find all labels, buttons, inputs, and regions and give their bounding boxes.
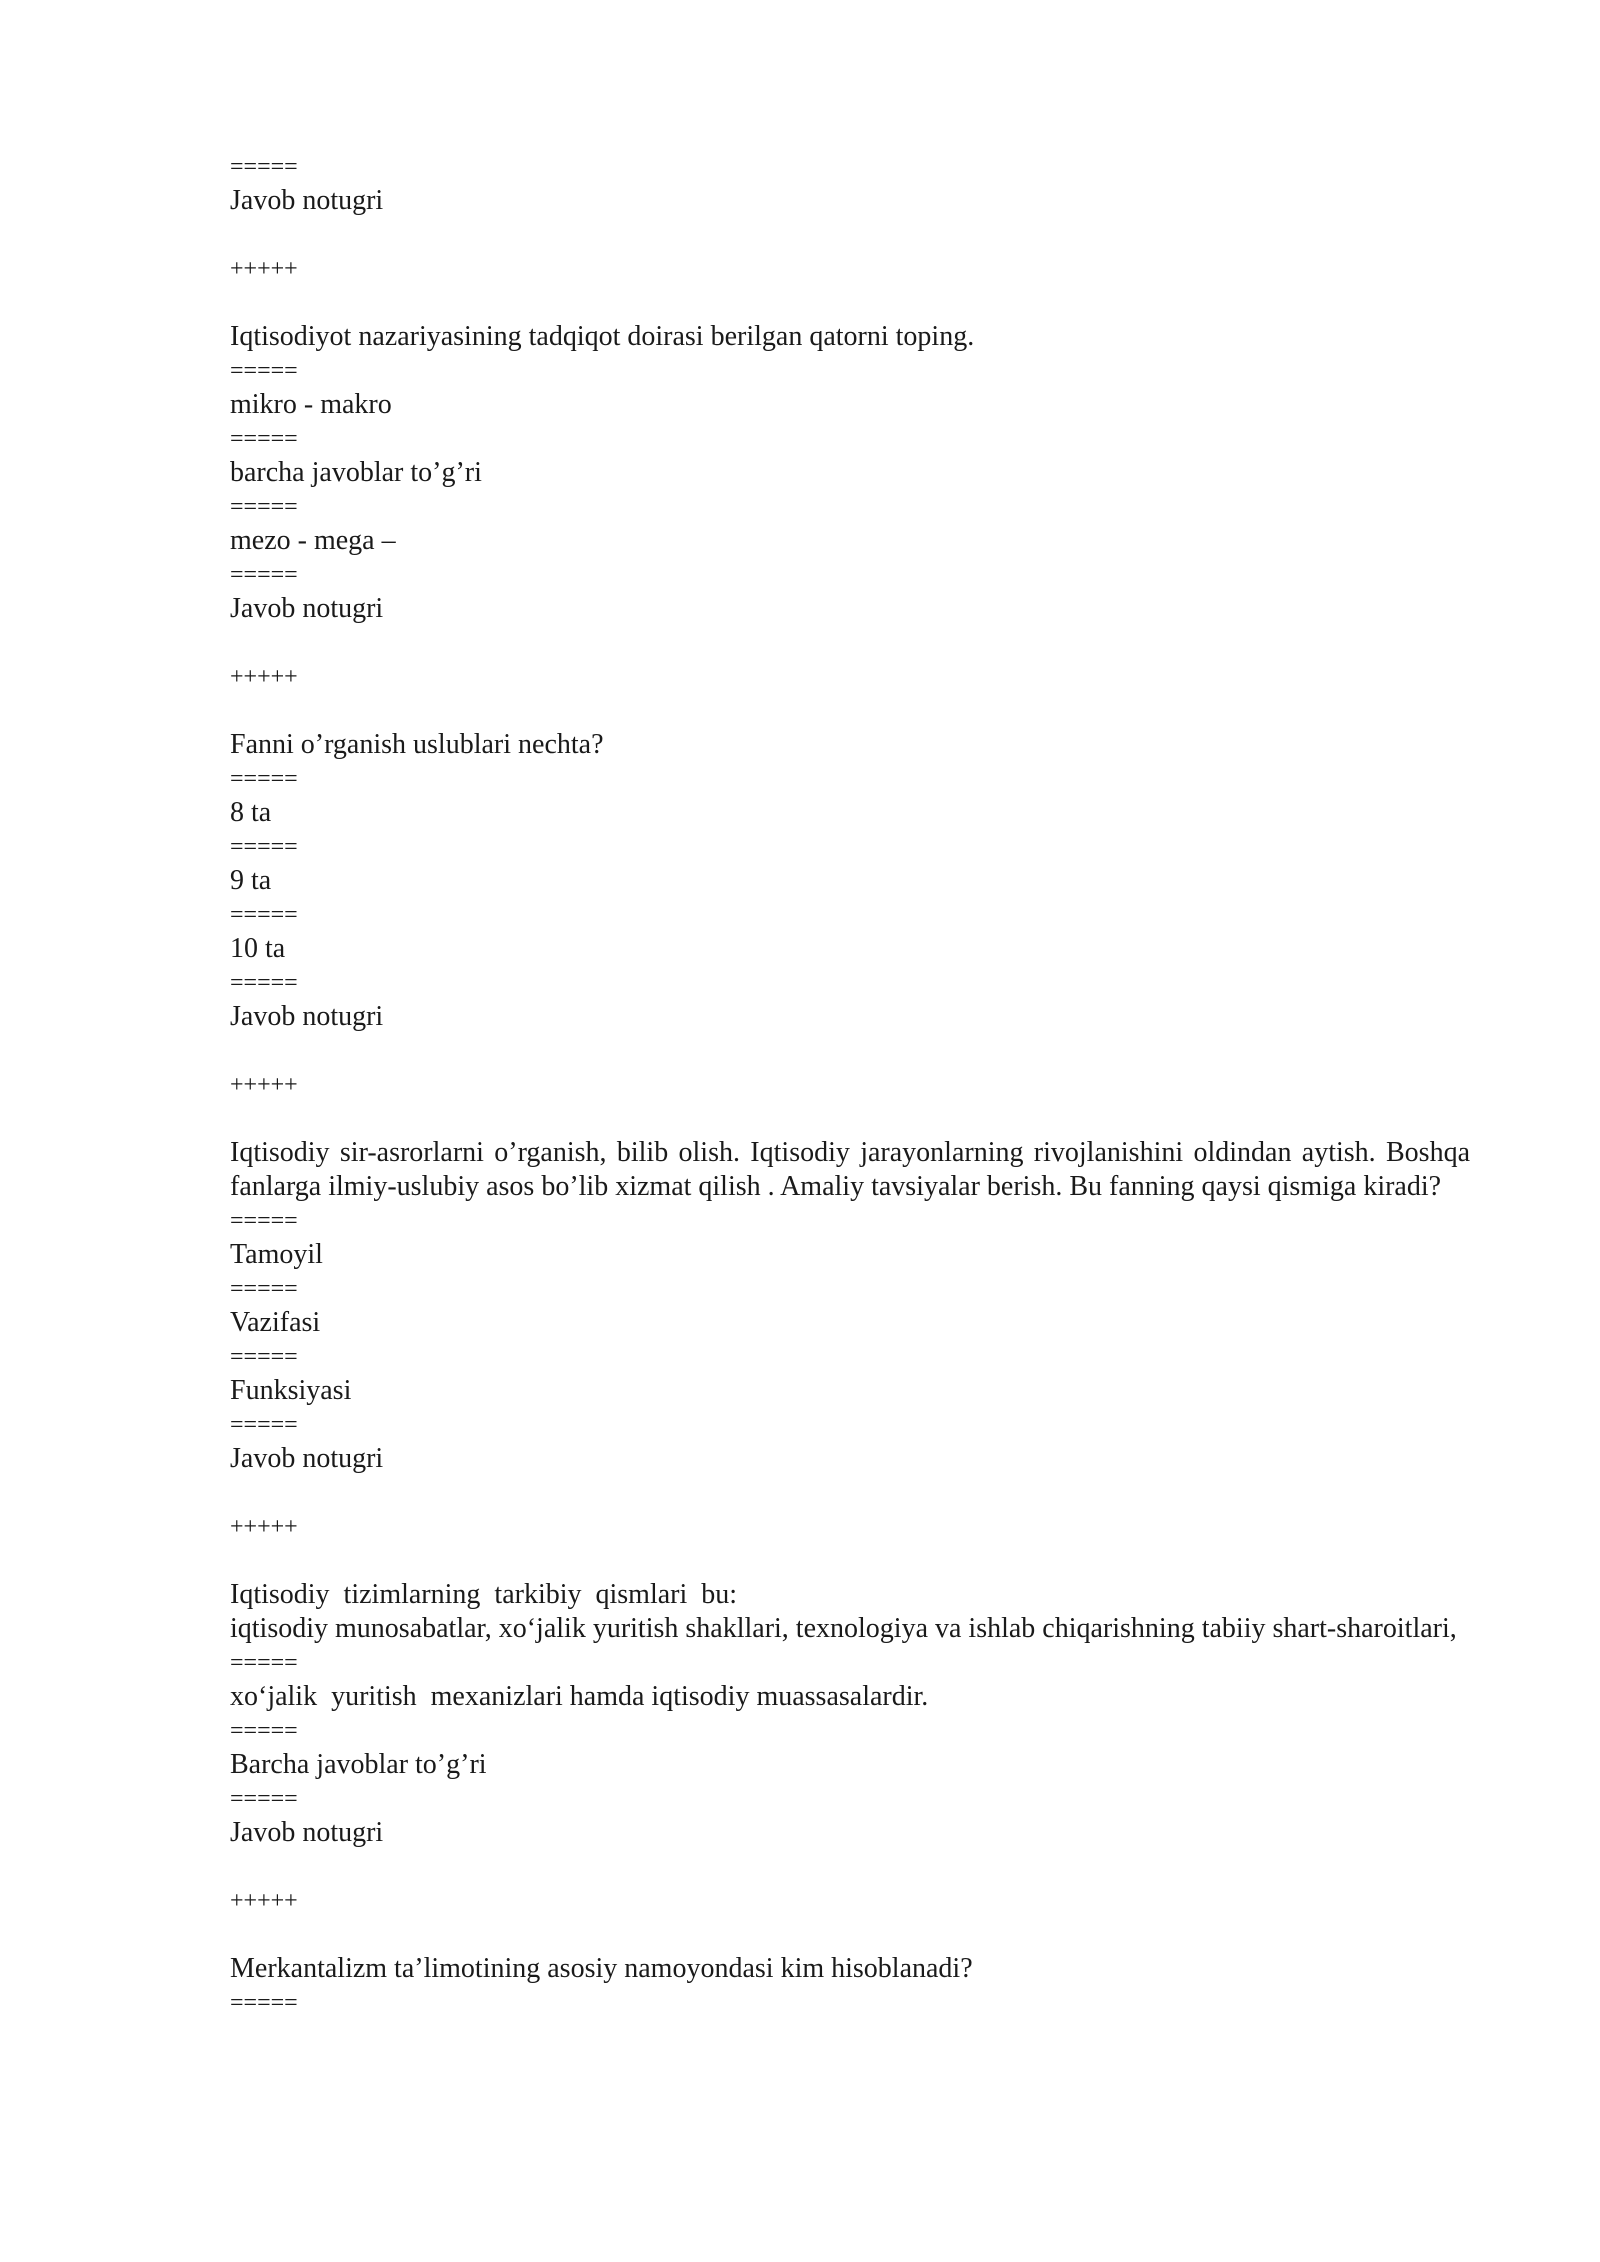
answer-separator: ===== xyxy=(230,1276,298,1302)
answer-separator: ===== xyxy=(230,766,298,792)
answer-separator: ===== xyxy=(230,1990,298,2016)
text-line: Vazifasi xyxy=(230,1307,321,1338)
answer-separator: ===== xyxy=(230,494,298,520)
text-line: Merkantalizm ta’limotining asosiy namoyondasi kim hisoblanadi? xyxy=(230,1953,973,1984)
text-line: Javob notugri xyxy=(230,1001,384,1032)
answer-separator: ===== xyxy=(230,902,298,928)
text-line: Javob notugri xyxy=(230,1817,384,1848)
paragraph-text: iqtisodiy munosabatlar, xo‘jalik yuritish shakllari, texnologiya va ishlab chiqarishning tabiiy shart-sharoitlari, xyxy=(230,1613,1457,1644)
answer-separator: ===== xyxy=(230,970,298,996)
blank-line xyxy=(230,626,1470,660)
text-line: Tamoyil xyxy=(230,1239,323,1270)
text-line: xo‘jalik yuritish mexanizlari hamda iqtisodiy muassasalardir. xyxy=(230,1681,929,1712)
text-line: Barcha javoblar to’g’ri xyxy=(230,1749,487,1780)
blank-line xyxy=(230,1850,1470,1884)
blank-line xyxy=(230,1544,1470,1578)
text-line: Iqtisodiy tizimlarning tarkibiy qismlari bu: xyxy=(230,1579,738,1610)
answer-separator: ===== xyxy=(230,1786,298,1812)
answer-separator: ===== xyxy=(230,1208,298,1234)
text-line: Fanni o’rganish uslublari nechta? xyxy=(230,729,604,760)
document-page xyxy=(230,150,1470,2020)
answer-separator: ===== xyxy=(230,426,298,452)
answer-separator: ===== xyxy=(230,1718,298,1744)
text-line: mikro - makro xyxy=(230,389,392,420)
question-separator: +++++ xyxy=(230,256,298,282)
text-line: 8 ta xyxy=(230,797,272,828)
question-separator: +++++ xyxy=(230,1514,298,1540)
answer-separator: ===== xyxy=(230,1344,298,1370)
answer-separator: ===== xyxy=(230,358,298,384)
paragraph-text: Iqtisodiy sir-asrorlarni o’rganish, bilib olish. Iqtisodiy jarayonlarning rivojlanishini oldindan aytish. Boshqa fanlarga ilmiy-uslubiy asos bo’lib xizmat qilish . Amaliy tavsiyalar berish. Bu fanning qaysi qismiga kiradi? xyxy=(230,1137,1470,1202)
text-line: Javob notugri xyxy=(230,593,384,624)
text-line: 10 ta xyxy=(230,933,286,964)
blank-line xyxy=(230,1918,1470,1952)
question-separator: +++++ xyxy=(230,1072,298,1098)
text-line: Iqtisodiyot nazariyasining tadqiqot doirasi berilgan qatorni toping. xyxy=(230,321,975,352)
text-line: barcha javoblar to’g’ri xyxy=(230,457,482,488)
text-line: 9 ta xyxy=(230,865,272,896)
answer-separator: ===== xyxy=(230,834,298,860)
question-separator: +++++ xyxy=(230,1888,298,1914)
blank-line xyxy=(230,1476,1470,1510)
blank-line xyxy=(230,286,1470,320)
text-line: Javob notugri xyxy=(230,185,384,216)
blank-line xyxy=(230,694,1470,728)
text-line: Funksiyasi xyxy=(230,1375,352,1406)
text-line: Javob notugri xyxy=(230,1443,384,1474)
answer-separator: ===== xyxy=(230,562,298,588)
answer-separator: ===== xyxy=(230,1412,298,1438)
blank-line xyxy=(230,1034,1470,1068)
blank-line xyxy=(230,1102,1470,1136)
question-separator: +++++ xyxy=(230,664,298,690)
answer-separator: ===== xyxy=(230,1650,298,1676)
text-line: mezo - mega – xyxy=(230,525,396,556)
answer-separator: ===== xyxy=(230,154,298,180)
blank-line xyxy=(230,218,1470,252)
